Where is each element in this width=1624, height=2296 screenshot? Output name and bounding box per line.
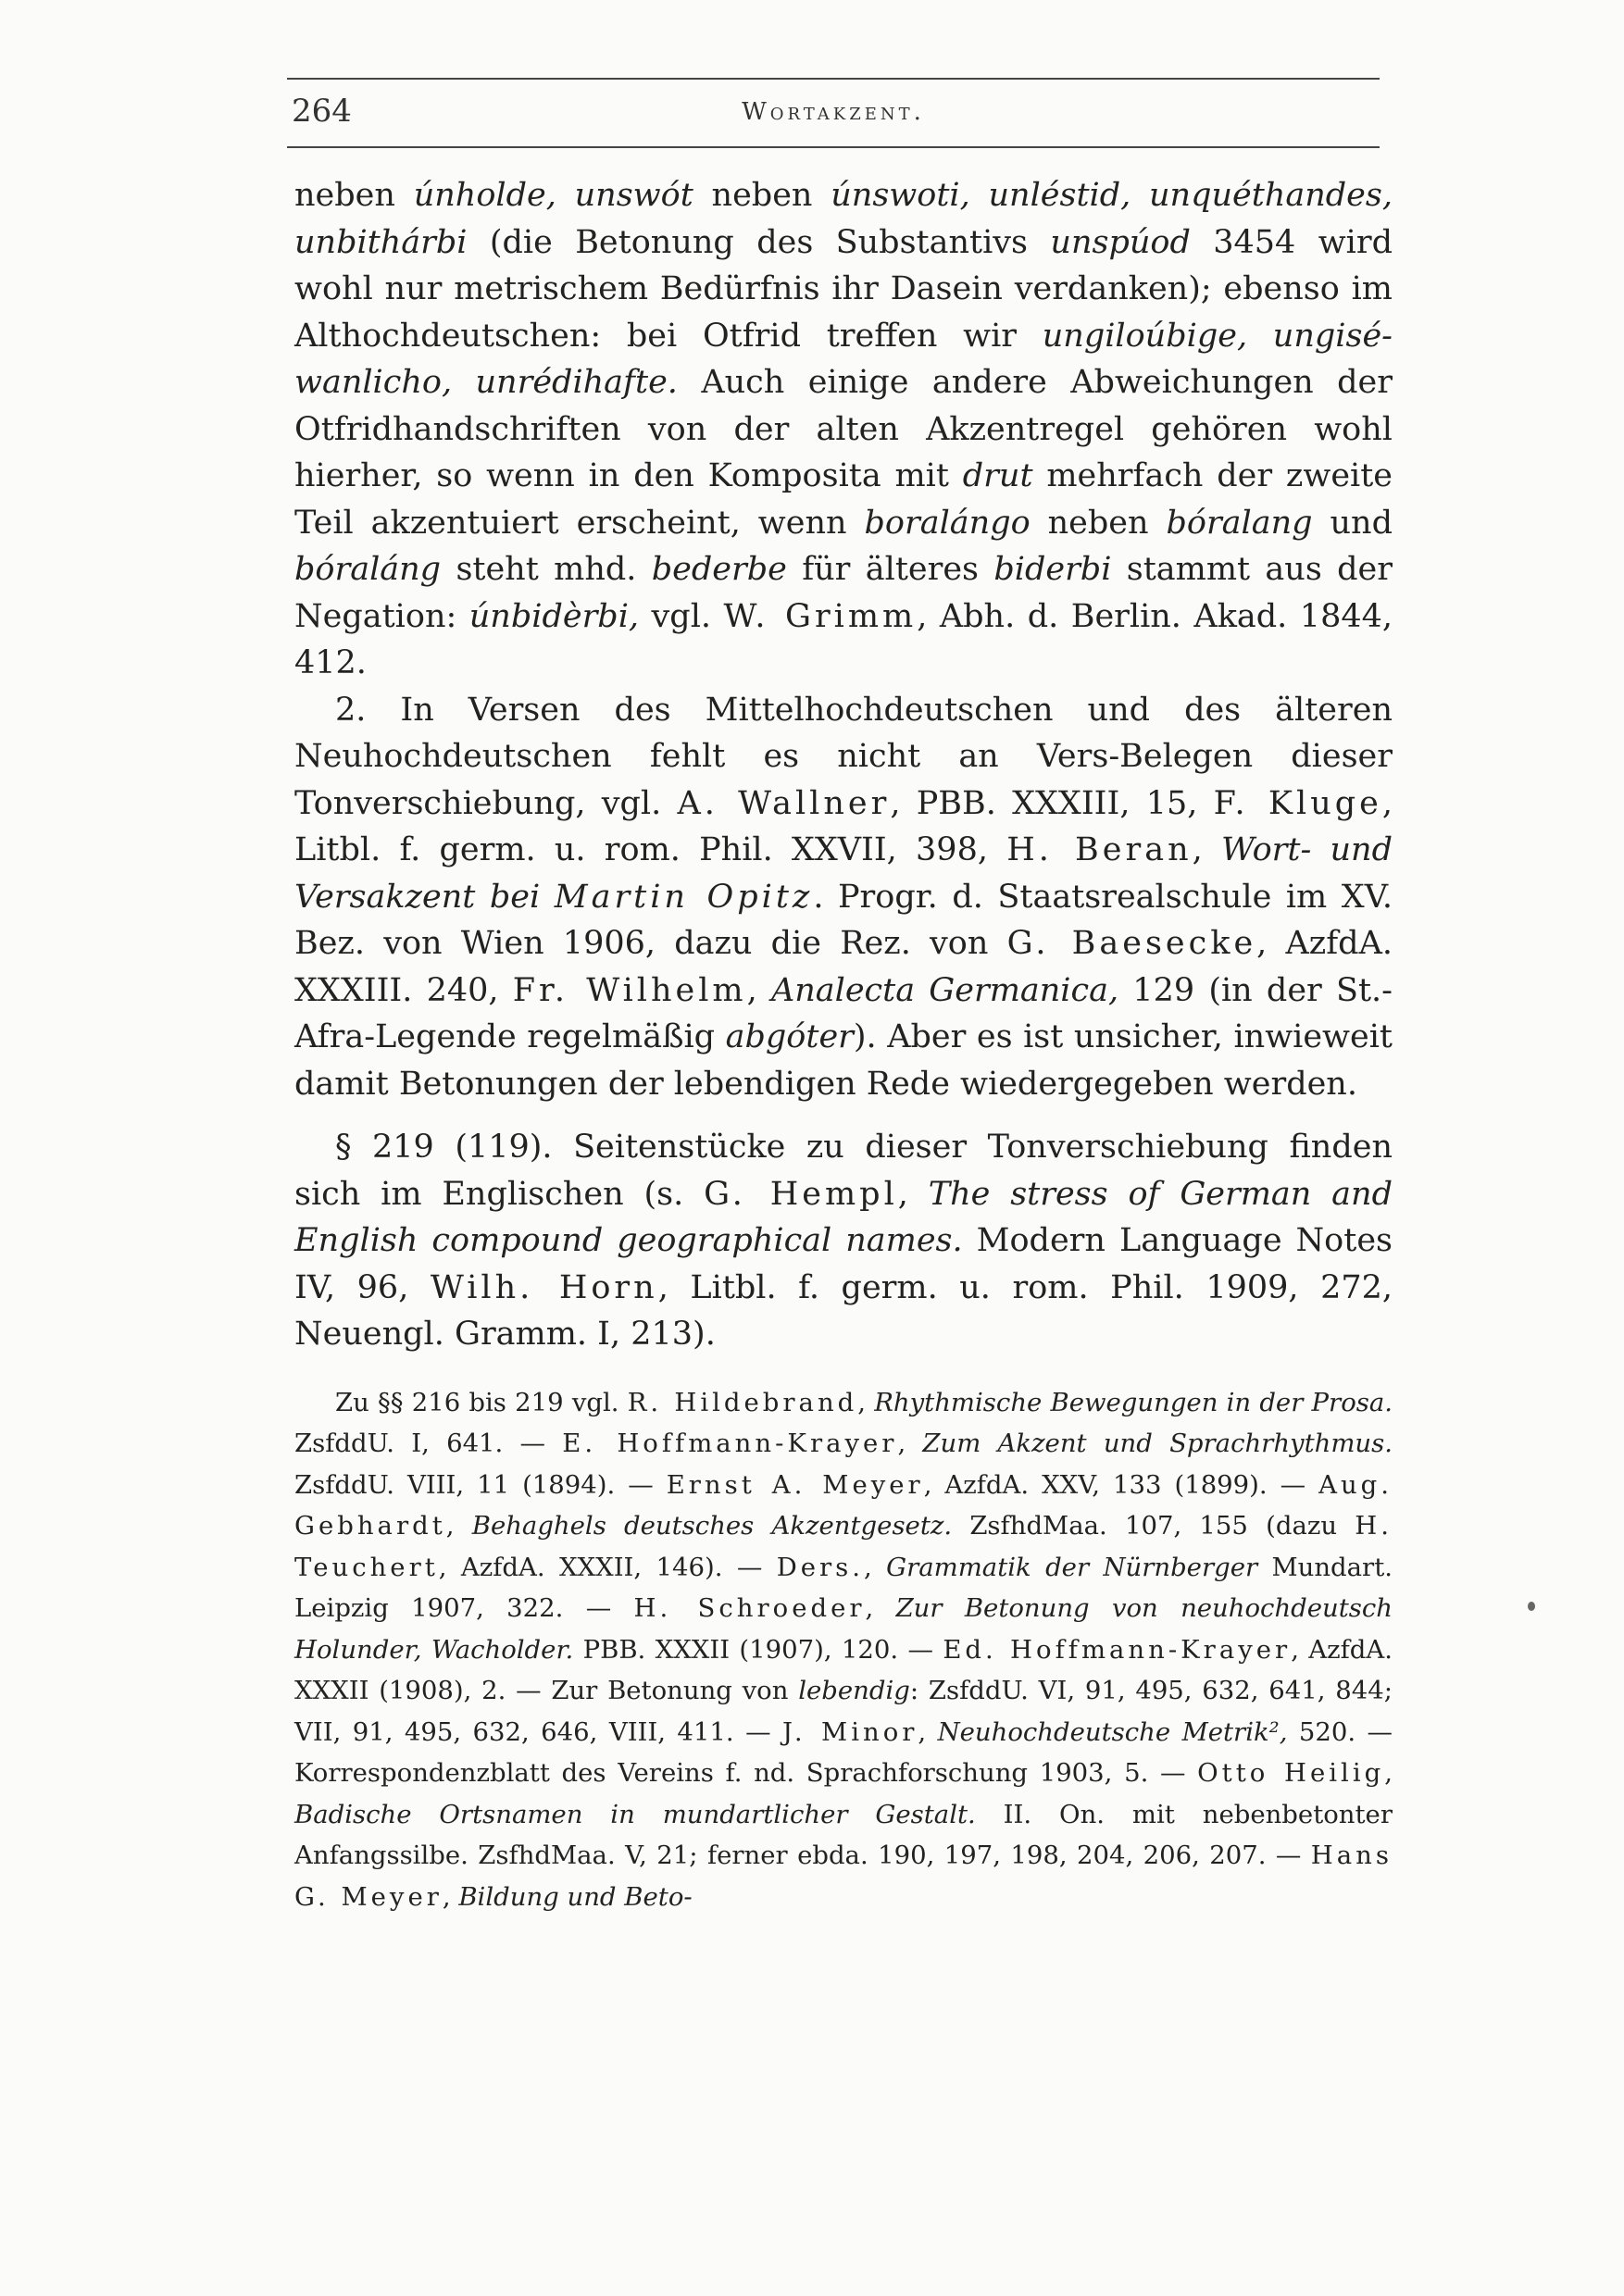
- text-run: neben: [294, 177, 414, 214]
- text-run: ,: [918, 1716, 938, 1747]
- page-number: 264: [292, 93, 352, 130]
- text-run: ,: [445, 1511, 472, 1541]
- text-run: Analecta Germanica,: [770, 971, 1119, 1009]
- text-run: lebendig: [798, 1676, 910, 1705]
- text-run: abgóter: [725, 1018, 854, 1055]
- text-run: G. Hempl: [704, 1175, 898, 1213]
- text-run: ). Aber es ist unsicher, inwieweit damit Betonungen der lebendigen Rede wiedergegeben werden.: [294, 1018, 1393, 1103]
- text-run: Wort- und Versakzent bei: [294, 831, 1393, 916]
- text-run: und: [1312, 504, 1393, 542]
- text-run: W. Grimm: [723, 597, 918, 635]
- text-run: ,: [857, 1387, 875, 1417]
- text-run: 520. — Korrespondenzblatt des Vereins f. nd. Sprachforschung 1903, 5. —: [294, 1716, 1393, 1788]
- text-run: , Litbl. f. germ. u. rom. Phil. XXVII, 398,: [294, 784, 1393, 868]
- text-run: H. Beran: [1006, 831, 1193, 868]
- text-run: , AzfdA. XXXII, 146). —: [438, 1552, 777, 1582]
- text-run: PBB. XXXII (1907), 120. —: [573, 1634, 943, 1665]
- text-run: bóralang: [1166, 504, 1313, 542]
- text-run: neben: [1030, 504, 1167, 542]
- text-run: Hans G. Meyer: [294, 1841, 1393, 1912]
- text-run: Zu §§ 216 bis 219 vgl.: [335, 1387, 628, 1417]
- text-run: únswoti, unléstid, unquéthandes, unbithárbi: [294, 177, 1393, 261]
- text-run: boralángo: [864, 504, 1031, 542]
- text-run: J. Minor: [782, 1716, 918, 1747]
- section-219: [294, 1124, 1393, 1358]
- text-run: Badische Ortsnamen in mundartlicher Gestalt.: [294, 1799, 976, 1829]
- text-run: Mundart. Leipzig 1907, 322. —: [294, 1552, 1393, 1623]
- text-run: vgl.: [639, 597, 724, 635]
- text-run: unspúod: [1050, 223, 1191, 261]
- text-run: H. Schroeder: [633, 1593, 866, 1623]
- text-run: R. Hildebrand: [627, 1387, 858, 1417]
- text-run: Wilh. Horn: [430, 1268, 658, 1306]
- text-run: bederbe: [651, 551, 787, 588]
- text-run: ,: [746, 971, 771, 1009]
- text-run: drut: [962, 457, 1033, 494]
- page-header: [292, 93, 1375, 139]
- text-run: Grammatik der Nürnberger: [886, 1552, 1258, 1582]
- text-run: ZsfhdMaa. 107, 155 (dazu: [952, 1511, 1355, 1541]
- text-run: , PBB. XXXIII, 15,: [890, 784, 1214, 822]
- text-run: Martin Opitz: [554, 878, 814, 916]
- text-run: H. Teuchert: [294, 1511, 1393, 1582]
- text-run: , Litbl. f. germ. u. rom. Phil. 1909, 272, Neuengl. Gramm. I, 213).: [294, 1268, 1393, 1353]
- text-run: únbidèrbi,: [468, 597, 640, 635]
- paragraph-1: [294, 172, 1393, 687]
- text-run: , Abh. d. Berlin. Akad. 1844, 412.: [294, 597, 1393, 681]
- text-run: § 219 (119). Seitenstücke zu dieser Tonverschiebung finden sich im Englischen (s.: [294, 1129, 1393, 1213]
- page-body: [294, 172, 1393, 1917]
- text-run: steht mhd.: [441, 551, 652, 588]
- text-run: Ernst A. Meyer: [666, 1469, 924, 1500]
- text-run: F. Kluge: [1213, 784, 1382, 822]
- ink-spot: [1528, 1602, 1535, 1611]
- text-run: (die Betonung des Substantivs: [467, 223, 1051, 261]
- text-run: Neuhochdeutsche Metrik²,: [937, 1716, 1288, 1747]
- text-run: ,: [897, 1429, 923, 1458]
- text-run: 3454 wird wohl nur metrischem Bedürfnis ihr Dasein verdanken); ebenso im Althochdeutschen: bei Otfrid treffen wir: [294, 223, 1393, 355]
- text-run: Ders.: [776, 1552, 865, 1582]
- text-run: ungiloúbige, ungiséwanlicho, unrédihafte.: [294, 317, 1393, 401]
- text-run: G. Baesecke: [1006, 925, 1257, 962]
- header-rule: [287, 146, 1380, 148]
- text-run: A. Wallner: [677, 784, 891, 822]
- text-run: Auch einige andere Abweichungen der Otfridhandschriften von der alten Akzentregel gehören wohl hierher, so wenn in den Komposita mit: [294, 364, 1393, 494]
- text-run: stammt aus der Negation:: [294, 551, 1393, 635]
- text-run: Modern Language Notes IV, 96,: [294, 1222, 1393, 1306]
- text-run: ,: [897, 1175, 929, 1213]
- text-run: ,: [865, 1593, 896, 1623]
- text-run: Bildung und Beto-: [458, 1881, 693, 1912]
- text-run: für älteres: [786, 551, 994, 588]
- text-run: Rhythmische Bewegungen in der Prosa.: [874, 1387, 1393, 1417]
- text-run: Zum Akzent und Sprachrhythmus.: [922, 1429, 1393, 1458]
- text-run: Fr. Wilhelm: [512, 971, 747, 1009]
- text-run: ,: [864, 1552, 887, 1582]
- text-run: . Progr. d. Staatsrealschule im XV. Bez. von Wien 1906, dazu die Rez. von: [294, 878, 1393, 962]
- text-run: Aug. Gebhardt: [294, 1469, 1393, 1541]
- text-run: Zur Betonung von neuhochdeutsch Holunder, Wacholder.: [294, 1593, 1393, 1665]
- text-run: Ed. Hoffmann-Krayer: [943, 1634, 1292, 1665]
- running-title: Wortakzent.: [742, 98, 925, 126]
- text-run: II. On. mit nebenbetonter Anfangssilbe. ZsfhdMaa. V, 21; ferner ebda. 190, 197, 198, 204, 206, 207. —: [294, 1799, 1393, 1870]
- text-run: , AzfdA. XXV, 133 (1899). —: [923, 1469, 1319, 1500]
- text-run: Otto Heilig: [1197, 1758, 1385, 1788]
- text-run: ZsfddU. VIII, 11 (1894). —: [294, 1469, 667, 1500]
- text-run: 129 (in der St.-Afra-Legende regelmäßig: [294, 971, 1393, 1055]
- text-run: Behaghels deutsches Akzentgesetz.: [471, 1511, 953, 1541]
- text-run: The stress of German and English compound geographical names.: [294, 1175, 1393, 1259]
- text-run: ZsfddU. I, 641. —: [294, 1429, 563, 1458]
- text-run: : ZsfddU. VI, 91, 495, 632, 641, 844; VII, 91, 495, 632, 646, VIII, 411. —: [294, 1676, 1393, 1747]
- text-run: neben: [693, 177, 831, 214]
- text-run: ,: [1192, 831, 1221, 868]
- text-run: únholde, unswót: [413, 177, 693, 214]
- paragraph-2: [294, 687, 1393, 1108]
- text-run: ,: [1384, 1758, 1393, 1788]
- text-run: , AzfdA. XXXII (1908), 2. — Zur Betonung von: [294, 1634, 1393, 1705]
- text-run: E. Hoffmann-Krayer: [562, 1429, 898, 1458]
- text-run: , AzfdA. XXXIII. 240,: [294, 925, 1393, 1009]
- text-run: 2. In Versen des Mittelhochdeutschen und des älteren Neuhochdeutschen fehlt es nicht an Vers-Belegen dieser Tonverschiebung, vgl.: [294, 691, 1393, 822]
- top-rule: [287, 78, 1380, 80]
- text-run: biderbi: [993, 551, 1112, 588]
- text-run: ,: [442, 1881, 459, 1912]
- text-run: bóraláng: [294, 551, 442, 588]
- text-run: mehrfach der zweite Teil akzentuiert erscheint, wenn: [294, 457, 1393, 542]
- bibliography-note: [294, 1382, 1393, 1918]
